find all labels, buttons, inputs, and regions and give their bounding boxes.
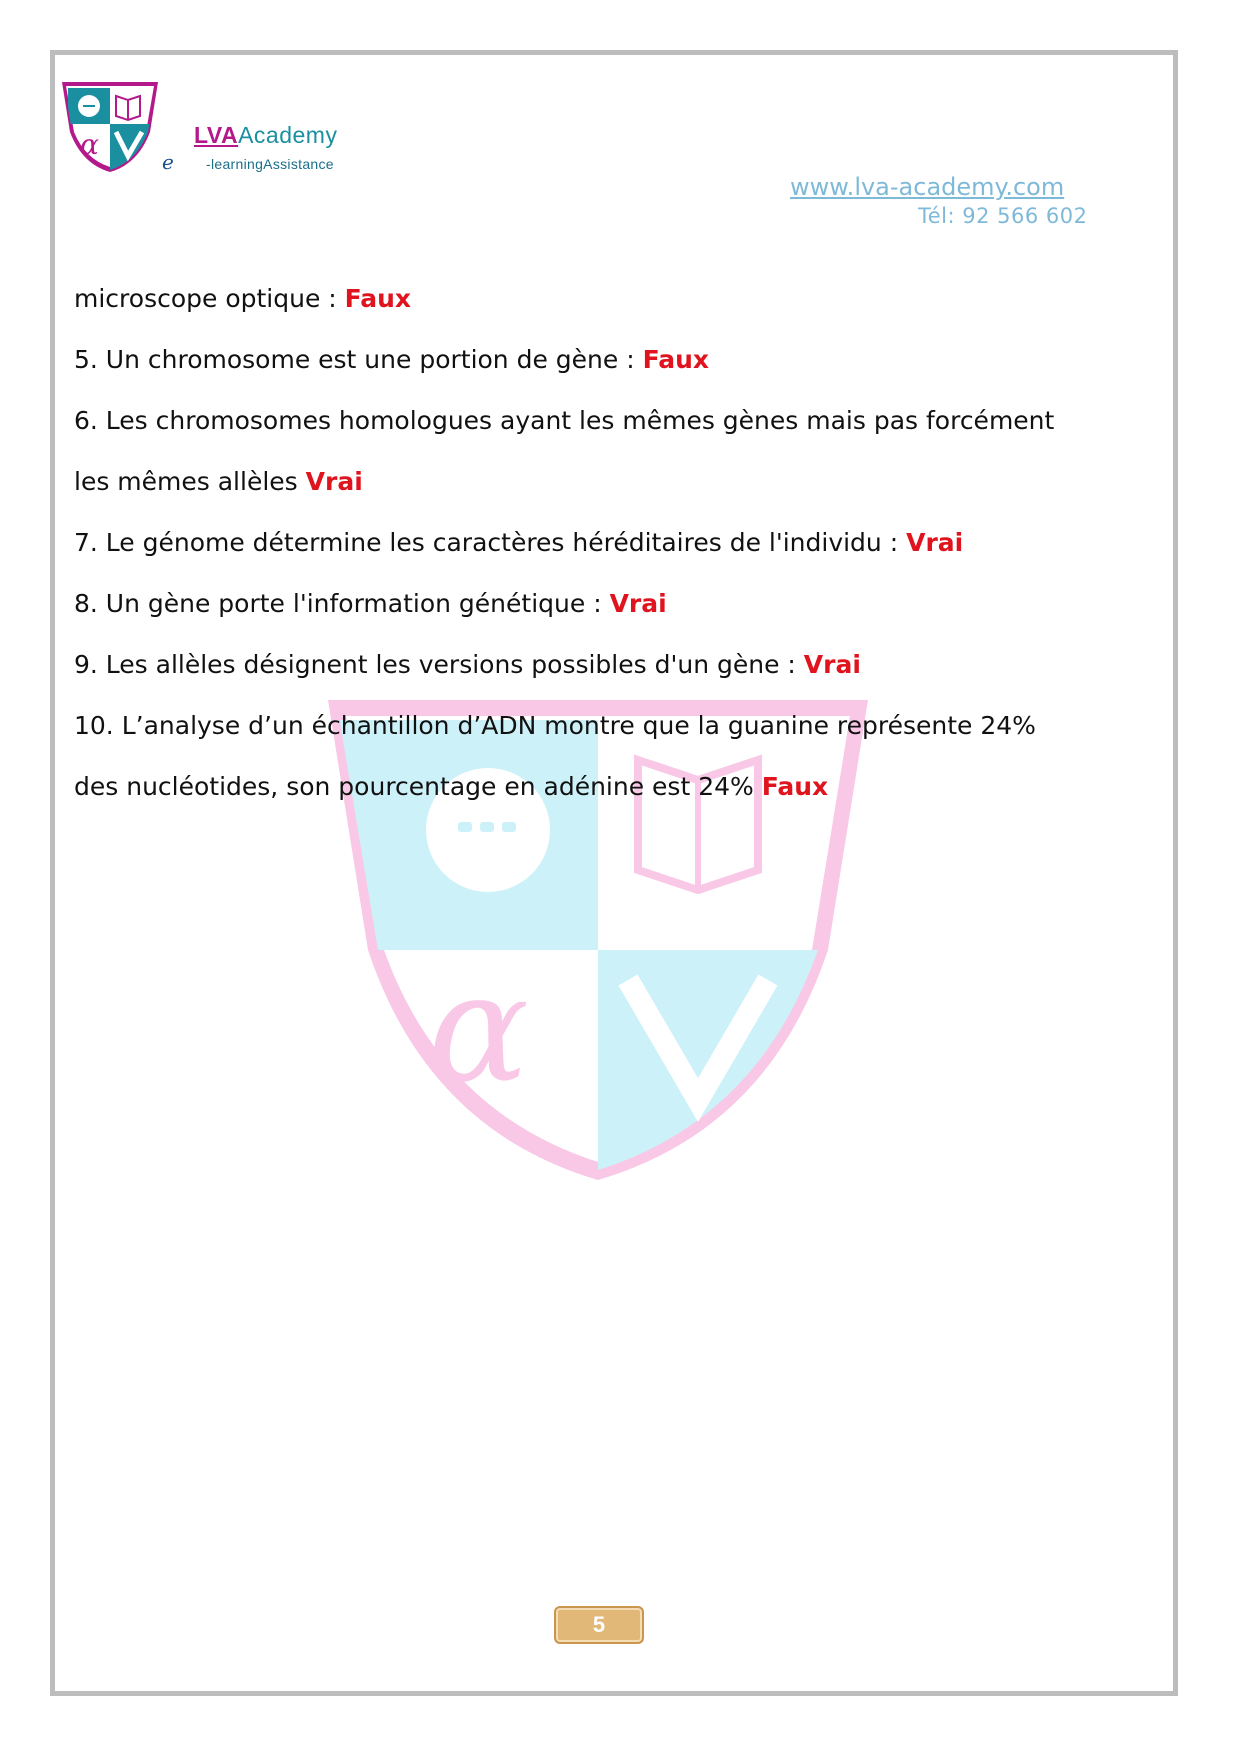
lva-logo-icon <box>58 80 162 172</box>
answer-label: Vrai <box>803 650 861 679</box>
statement-text: 5. Un chromosome est une portion de gène : <box>74 345 643 374</box>
answer-label: Faux <box>761 772 829 801</box>
page-number: 5 <box>554 1606 644 1644</box>
answer-label: Vrai <box>609 589 667 618</box>
statement-text: les mêmes allèles <box>74 467 306 496</box>
list-item <box>74 705 1134 766</box>
statement-text: 7. Le génome détermine les caractères héréditaires de l'individu : <box>74 528 907 557</box>
statement-text: 6. Les chromosomes homologues ayant les mêmes gènes mais pas forcément <box>74 406 1055 435</box>
answer-label: Faux <box>344 284 412 313</box>
svg-text:α: α <box>80 128 99 161</box>
statement-text: 9. Les allèles désignent les versions possibles d'un gène : <box>74 650 804 679</box>
statement-text: microscope optique : <box>74 284 345 313</box>
brand-academy: Academy <box>238 122 338 148</box>
list-item <box>74 278 1134 339</box>
list-item <box>74 461 1134 522</box>
list-item <box>74 644 1134 705</box>
brand-lva: LVA <box>194 122 239 148</box>
brand-tagline: -learningAssistance <box>206 156 334 172</box>
list-item <box>74 766 1134 827</box>
statement-text: des nucléotides, son pourcentage en adénine est 24% <box>74 772 762 801</box>
brand-name <box>194 122 337 149</box>
website-link[interactable]: www.lva-academy.com <box>790 173 1065 201</box>
list-item <box>74 339 1134 400</box>
answer-label: Vrai <box>305 467 363 496</box>
list-item <box>74 583 1134 644</box>
answer-label: Vrai <box>906 528 964 557</box>
list-item <box>74 522 1134 583</box>
answer-label: Faux <box>642 345 709 374</box>
phone-number: Tél: 92 566 602 <box>918 204 1088 228</box>
statement-text: 8. Un gène porte l'information génétique : <box>74 589 610 618</box>
answer-list <box>74 278 1134 827</box>
list-item <box>74 400 1134 461</box>
svg-text:α: α <box>428 942 530 1116</box>
statement-text: 10. L’analyse d’un échantillon d’ADN montre que la guanine représente 24% <box>74 711 1036 740</box>
brand-e-letter: e <box>162 150 174 174</box>
